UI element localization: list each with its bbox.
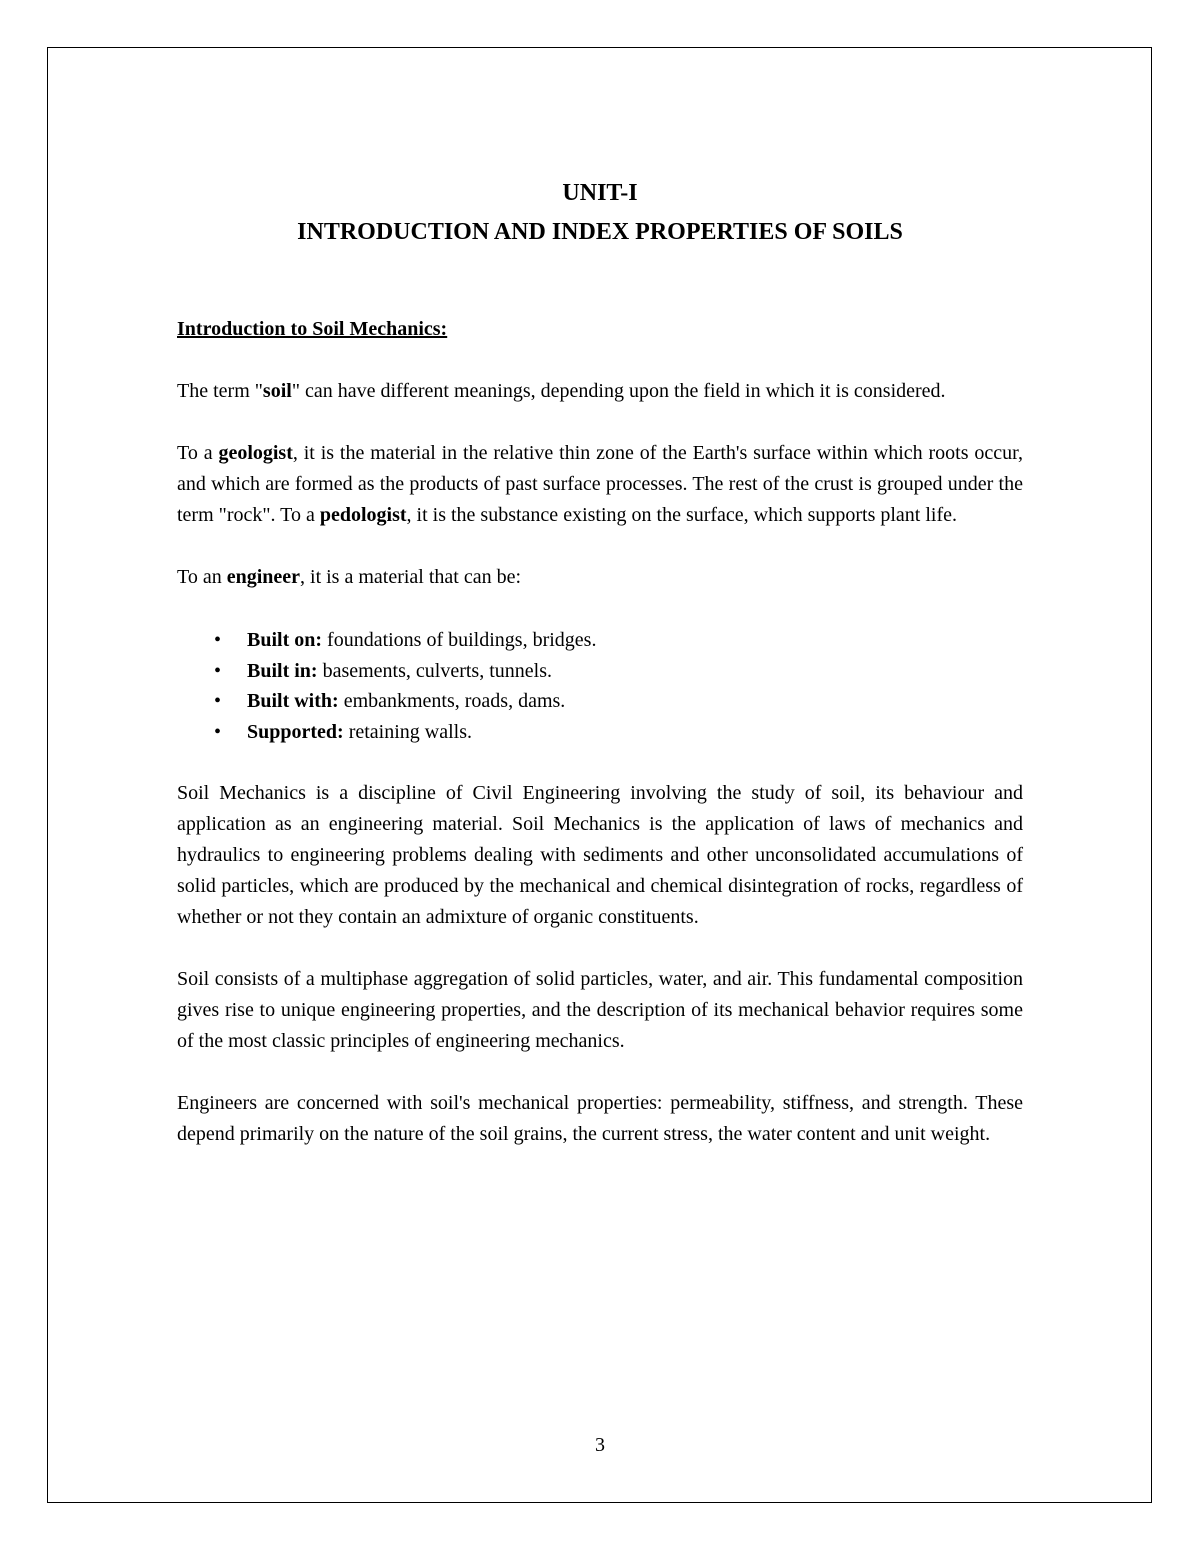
bullet-icon: • [214, 629, 222, 651]
text-run: , it is a material that can be: [300, 566, 522, 588]
list-item [177, 717, 1023, 748]
list-item [177, 625, 1023, 656]
bold-term-engineer: engineer [226, 566, 301, 588]
bold-term-geologist: geologist [218, 442, 293, 464]
text-run: , it is the substance existing on the surface, which supports plant life. [406, 504, 957, 526]
paragraph-mechanical-properties: Engineers are concerned with soil's mechanical properties: permeability, stiffness, and strength. These depend primarily on the nature of the soil grains, the current stress, the water content and unit weight. [177, 1092, 1023, 1145]
paragraph-soil-term [177, 376, 1023, 407]
section-heading: Introduction to Soil Mechanics: [177, 318, 448, 340]
list-item-text: retaining walls. [343, 720, 473, 743]
page-content [177, 314, 1023, 1181]
list-item-text: embankments, roads, dams. [338, 690, 566, 712]
list-item-text: basements, culverts, tunnels. [317, 659, 552, 682]
page-number: 3 [595, 1434, 605, 1456]
paragraph-soil-mechanics-definition: Soil Mechanics is a discipline of Civil Engineering involving the study of soil, its behaviour and application as an engineering material. Soil Mechanics is the application of laws of mechanics and hydraulics to engineering problems dealing with sediments and other unconsolidated accumulations of solid particles, which are produced by the mechanical and chemical disintegration of rocks, regardless of whether or not they contain an admixture of organic constituents. [177, 782, 1023, 928]
chapter-title: INTRODUCTION AND INDEX PROPERTIES OF SOILS [297, 219, 903, 245]
list-item-term: Built with: [247, 690, 339, 712]
text-run: , it is the material in the relative thin zone of the Earth's surface within which roots occur, and which are formed as the products of past surface processes. The rest of the crust is grouped under the term "rock". To a [177, 442, 1023, 526]
list-item-term: Built in: [247, 659, 318, 682]
paragraph-geologist [177, 438, 1023, 531]
list-item-text: foundations of buildings, bridges. [322, 629, 597, 651]
text-run: The term " [177, 380, 263, 402]
bullet-icon: • [214, 690, 222, 712]
bold-term-pedologist: pedologist [319, 504, 407, 526]
list-item [177, 656, 1023, 687]
bold-term-soil: soil [262, 380, 292, 402]
text-run: " can have different meanings, depending upon the field in which it is considered. [291, 380, 946, 402]
list-item-term: Built on: [247, 629, 323, 651]
paragraph-soil-composition: Soil consists of a multiphase aggregation of solid particles, water, and air. This fundamental composition gives rise to unique engineering properties, and the description of its mechanical behavior requires some of the most classic principles of engineering mechanics. [177, 968, 1023, 1052]
text-run: To a [177, 442, 219, 464]
bullet-icon: • [214, 720, 222, 743]
list-item-term: Supported: [247, 720, 344, 743]
bullet-icon: • [214, 659, 222, 682]
engineer-uses-list [177, 625, 1023, 747]
unit-title: UNIT-I [562, 180, 638, 206]
text-run: To an [177, 566, 227, 588]
paragraph-engineer [177, 562, 1023, 593]
list-item [177, 686, 1023, 717]
